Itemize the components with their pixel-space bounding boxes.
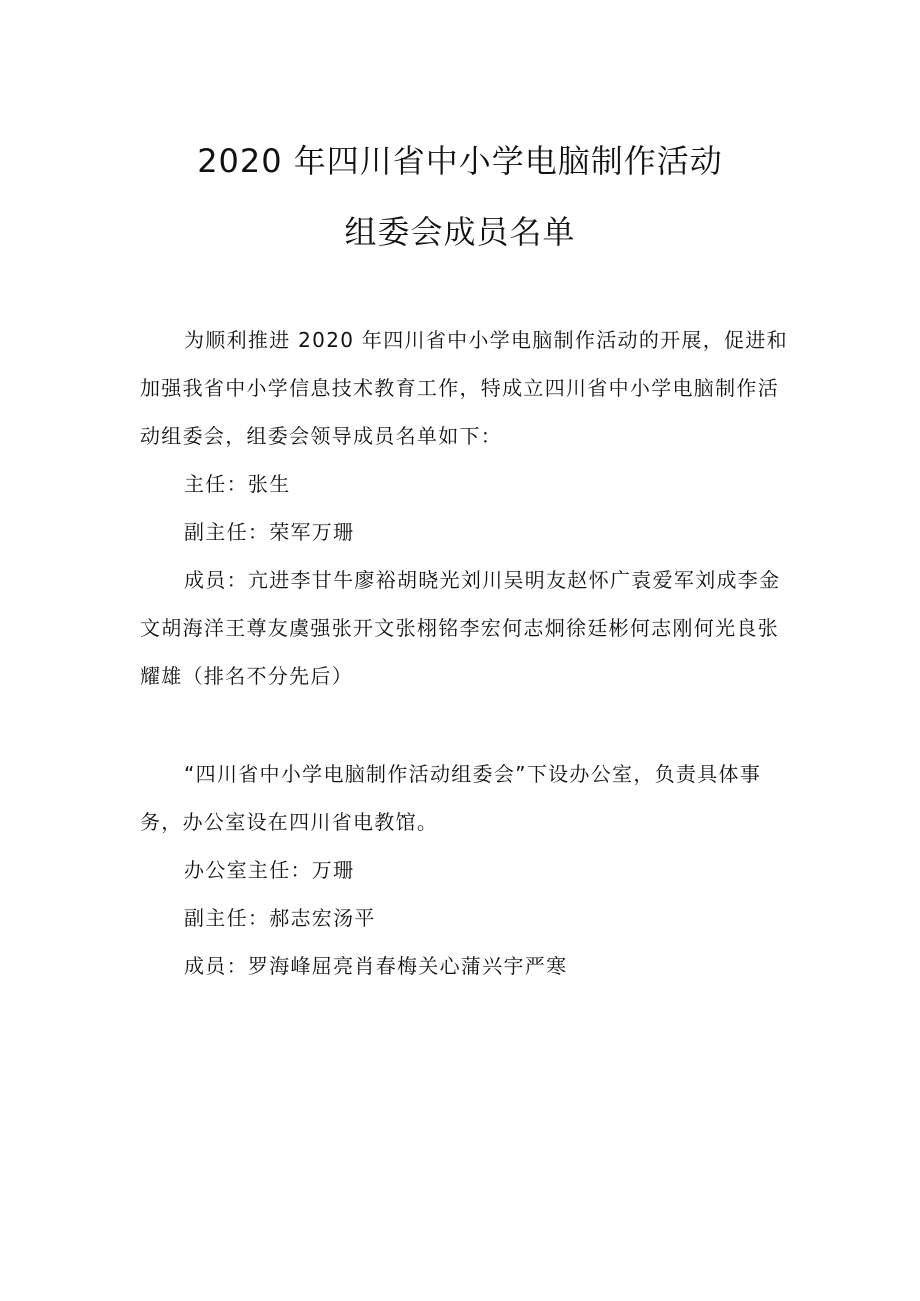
office-deputy-line: 副主任：郝志宏汤平: [184, 906, 376, 930]
intro-paragraph: 为顺利推进 2020 年四川省中小学电脑制作活动的开展，促进和加强我省中小学信息技术教育工作，特成立四川省中小学电脑制作活动组委会，组委会领导成员名单如下：: [140, 328, 788, 448]
deputy-directors-line: 副主任：荣军万珊: [184, 520, 355, 544]
members-paragraph: 成员：亢进李甘牛廖裕胡晓光刘川吴明友赵怀广袁爱军刘成李金文胡海洋王尊友虞强张开文张栩铭李宏何志炯徐廷彬何志刚何光良张耀雄（排名不分先后）: [140, 568, 781, 688]
office-members-line: 成员：罗海峰屈亮肖春梅关心蒲兴宇严寒: [184, 954, 568, 978]
office-intro-paragraph: “四川省中小学电脑制作活动组委会”下设办公室，负责具体事务，办公室设在四川省电教馆。: [140, 762, 762, 834]
document-title: 2020 年四川省中小学电脑制作活动: [197, 142, 723, 180]
director-line: 主任：张生: [184, 472, 291, 496]
document-subtitle: 组委会成员名单: [344, 213, 576, 251]
office-director-line: 办公室主任：万珊: [184, 858, 355, 882]
